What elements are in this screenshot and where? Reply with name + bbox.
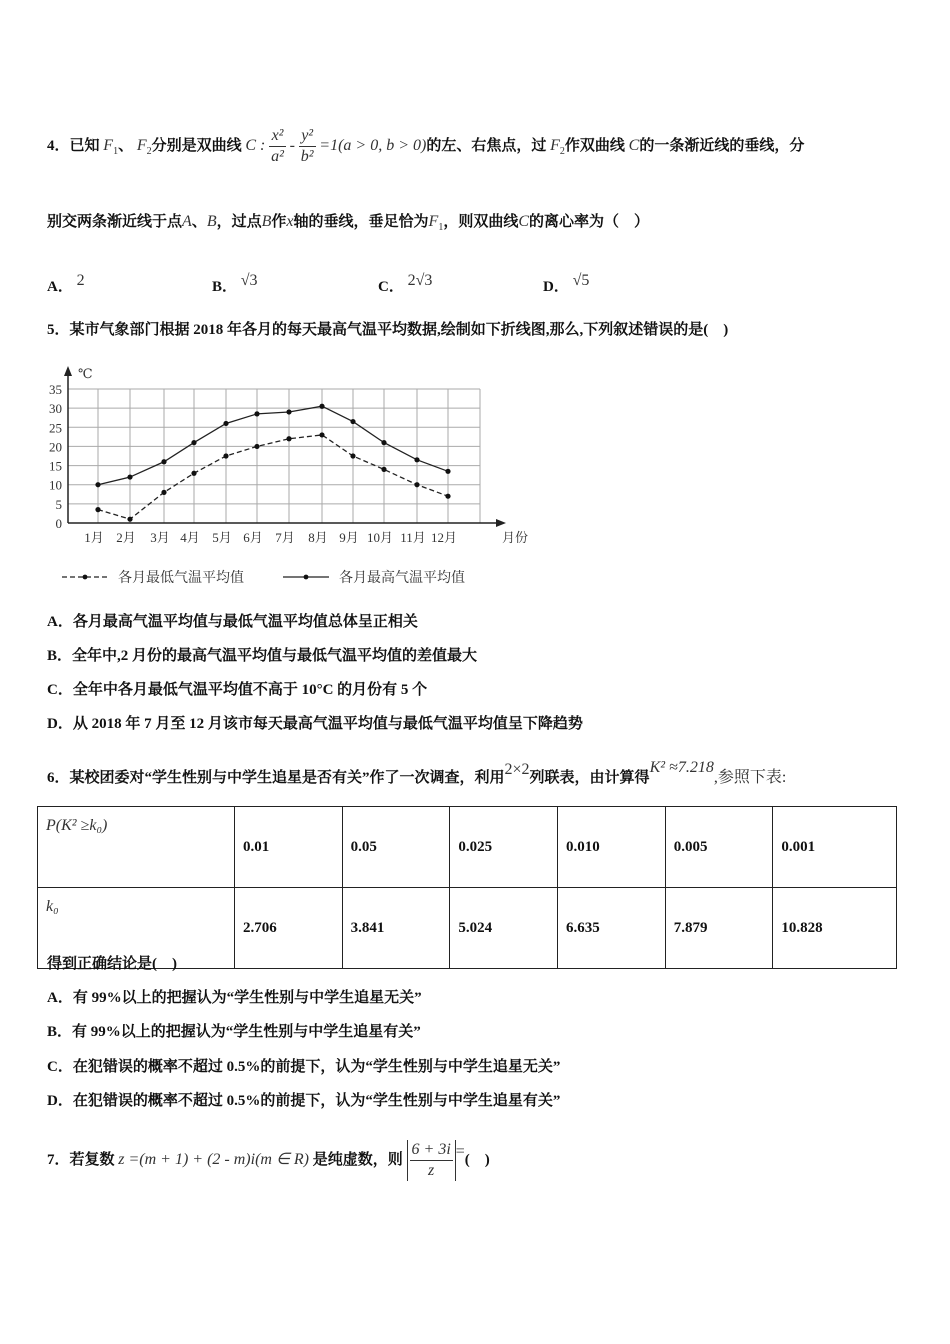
q4-option-b: B． √3 <box>212 272 258 295</box>
x-tick-label: 6月 <box>243 530 263 545</box>
y-axis-arrow <box>64 366 72 376</box>
q6-option-c: C．在犯错误的概率不超过 0.5%的前提下，认为“学生性别与中学生追星无关” <box>47 1059 561 1075</box>
data-point <box>381 440 386 445</box>
x-tick-label: 7月 <box>275 530 295 545</box>
q5-option-c: C．全年中各月最低气温平均值不高于 10°C 的月份有 5 个 <box>47 682 428 698</box>
q4-option-c: C． 2√3 <box>378 272 433 295</box>
table-cell: 0.005 <box>665 807 773 888</box>
data-point <box>445 469 450 474</box>
q4-line1 <box>47 126 804 167</box>
q5-option-b: B．全年中,2 月份的最高气温平均值与最低气温平均值的差值最大 <box>47 648 478 664</box>
x-tick-label: 4月 <box>180 530 200 545</box>
table-cell: 2.706 <box>235 888 343 969</box>
legend-marker <box>83 575 88 580</box>
text: ( ) <box>464 1151 490 1168</box>
math-2x2: 2×2 <box>504 761 530 778</box>
text: ,参照下表: <box>713 769 787 786</box>
math-f1: $F_1$ <box>103 136 119 157</box>
text: 分别是双曲线 <box>151 137 242 154</box>
x-tick-label: 12月 <box>430 530 458 545</box>
table-cell: 0.010 <box>558 807 666 888</box>
q6-after: 得到正确结论是( ) <box>47 956 177 972</box>
q6-option-b: B．有 99%以上的把握认为“学生性别与中学生追星有关” <box>47 1024 421 1040</box>
table-cell: 3.841 <box>342 888 450 969</box>
math-minus: - <box>289 136 295 154</box>
q6-option-d: D．在犯错误的概率不超过 0.5%的前提下，认为“学生性别与中学生追星有关” <box>47 1093 561 1109</box>
data-point <box>127 474 132 479</box>
text: 的离心率为（ ） <box>529 214 650 230</box>
text: 作双曲线 <box>564 137 625 154</box>
temperature-line-chart <box>40 360 530 590</box>
q4-option-d: D． √5 <box>543 272 590 295</box>
data-point <box>95 482 100 487</box>
data-point <box>414 457 419 462</box>
text: 、 <box>191 214 207 230</box>
math-x: x <box>286 213 294 230</box>
table-cell: 5.024 <box>450 888 558 969</box>
math-c: C <box>518 213 529 230</box>
table-cell: 0.001 <box>773 807 897 888</box>
row-header: k₀ <box>38 888 235 969</box>
y-axis-label: ℃ <box>78 366 93 381</box>
legend-marker <box>304 575 309 580</box>
math-b: B <box>206 213 217 230</box>
y-tick-label: 35 <box>49 382 62 397</box>
fraction-x: $\frac{\text{x²}}{\text{a²}}$ <box>271 127 284 165</box>
table-cell: 10.828 <box>773 888 897 969</box>
critical-value-table <box>37 806 897 969</box>
x-tick-label: 5月 <box>212 530 232 545</box>
data-point <box>319 432 324 437</box>
math-condition: =1(a > 0, b > 0) <box>319 136 427 154</box>
q4-option-a: A． 2 <box>47 272 85 295</box>
q5-stem: 5．某市气象部门根据 2018 年各月的每天最高气温平均数据,绘制如下折线图,那么,下列叙述错误的是( ) <box>47 322 729 338</box>
data-point <box>223 453 228 458</box>
math-f2: $F_2$ <box>550 136 565 157</box>
q5-option-a: A．各月最高气温平均值与最低气温平均值总体呈正相关 <box>47 614 418 630</box>
table-cell: 7.879 <box>665 888 773 969</box>
data-point <box>254 411 259 416</box>
q4-number: 4． <box>47 137 70 154</box>
x-tick-label: 10月 <box>366 530 394 545</box>
data-point <box>286 409 291 414</box>
data-point <box>95 507 100 512</box>
text: ，则双曲线 <box>443 214 519 230</box>
series-line-0 <box>98 435 448 519</box>
x-tick-label: 9月 <box>339 530 359 545</box>
data-point <box>381 467 386 472</box>
legend-label: 各月最低气温平均值 <box>118 571 244 586</box>
data-point <box>319 404 324 409</box>
math-a: A <box>182 213 192 230</box>
data-point <box>254 444 259 449</box>
abs-value: $\frac{6 + 3i}{z}$ <box>407 1140 456 1181</box>
data-point <box>445 494 450 499</box>
text: 的一条渐近线的垂线，分 <box>639 137 805 154</box>
fraction-y: $\frac{\text{y²}}{\text{b²}}$ <box>300 127 314 165</box>
data-point <box>350 419 355 424</box>
text: 已知 <box>69 137 100 154</box>
table-row <box>38 807 897 888</box>
math-c: C <box>628 136 640 154</box>
x-tick-label: 2月 <box>116 530 136 545</box>
data-point <box>191 471 196 476</box>
legend-label: 各月最高气温平均值 <box>339 571 465 586</box>
math-f2: $F_2$ <box>136 136 152 157</box>
q6-stem <box>47 758 786 788</box>
text: 、 <box>118 137 134 154</box>
data-point <box>161 490 166 495</box>
y-tick-label: 30 <box>49 401 62 417</box>
data-point <box>191 440 196 445</box>
text: 7．若复数 <box>47 1151 115 1168</box>
x-tick-label: 8月 <box>308 530 328 545</box>
math-f1: $F_1$ <box>428 213 444 233</box>
math-k2: K² ≈7.218 <box>649 759 714 776</box>
y-tick-label: 10 <box>49 477 62 493</box>
y-tick-label: 15 <box>49 458 62 474</box>
data-point <box>223 421 228 426</box>
table-cell: 6.635 <box>558 888 666 969</box>
x-tick-label: 11月 <box>400 530 426 545</box>
q6-option-a: A．有 99%以上的把握认为“学生性别与中学生追星无关” <box>47 990 422 1006</box>
y-tick-label: 0 <box>55 516 62 531</box>
q7-stem <box>47 1140 490 1181</box>
text: 列联表，由计算得 <box>529 770 650 786</box>
data-point <box>414 482 419 487</box>
math-c: C : <box>245 136 266 154</box>
x-tick-label: 3月 <box>150 530 170 545</box>
text: 别交两条渐近线于点 <box>47 214 183 230</box>
series-line-1 <box>98 406 448 484</box>
q4-line2 <box>47 212 649 238</box>
table-cell: 0.025 <box>450 807 558 888</box>
data-point <box>350 453 355 458</box>
math-z: z =(m + 1) + (2 - m)i(m ∈ R) <box>118 1150 309 1168</box>
text: ，过点 <box>216 214 262 230</box>
text: 轴的垂线，垂足恰为 <box>293 214 429 230</box>
row-header: P(K² ≥k₀) <box>38 807 235 888</box>
y-tick-label: 25 <box>49 420 62 436</box>
table-cell: 0.01 <box>235 807 343 888</box>
data-point <box>286 436 291 441</box>
y-tick-label: 20 <box>49 439 62 455</box>
data-point <box>127 517 132 522</box>
table-cell: 0.05 <box>342 807 450 888</box>
x-axis-arrow <box>496 519 506 527</box>
math-equals: = <box>455 1142 465 1160</box>
x-axis-label: 月份 <box>502 530 529 545</box>
math-b: B <box>261 213 272 230</box>
q5-option-d: D．从 2018 年 7 月至 12 月该市每天最高气温平均值与最低气温平均值呈下降趋势 <box>47 716 583 732</box>
text: 6．某校团委对“学生性别与中学生追星是否有关”作了一次调查，利用 <box>47 770 505 786</box>
x-tick-label: 1月 <box>84 530 104 545</box>
text: 的左、右焦点，过 <box>426 137 547 154</box>
text: 作 <box>271 214 287 230</box>
text: 是纯虚数，则 <box>312 1151 403 1168</box>
data-point <box>161 459 166 464</box>
y-tick-label: 5 <box>55 496 62 512</box>
